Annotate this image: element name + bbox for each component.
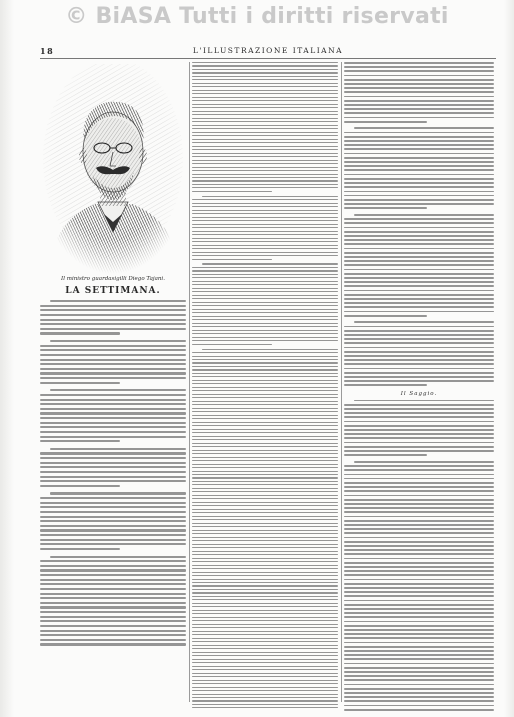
copyright-watermark: © BiASA Tutti i diritti riservati	[65, 4, 449, 29]
header-rule	[40, 58, 496, 59]
page-edge-left	[0, 0, 14, 717]
column-1-text	[40, 300, 186, 706]
portrait-caption: Il ministro guardasigilli Diego Tajani.	[61, 276, 165, 282]
column-2-text	[192, 62, 338, 712]
column-3-subtitle: Il Saggio.	[400, 390, 438, 397]
page-edge-right	[504, 0, 514, 717]
column-divider-1	[189, 62, 190, 702]
section-title: LA SETTIMANA.	[65, 286, 161, 296]
column-3-text	[344, 62, 494, 712]
page-number: 18	[40, 46, 55, 56]
column-divider-2	[341, 62, 342, 702]
portrait-engraving	[40, 64, 186, 274]
publication-title: L'ILLUSTRAZIONE ITALIANA	[192, 46, 344, 55]
